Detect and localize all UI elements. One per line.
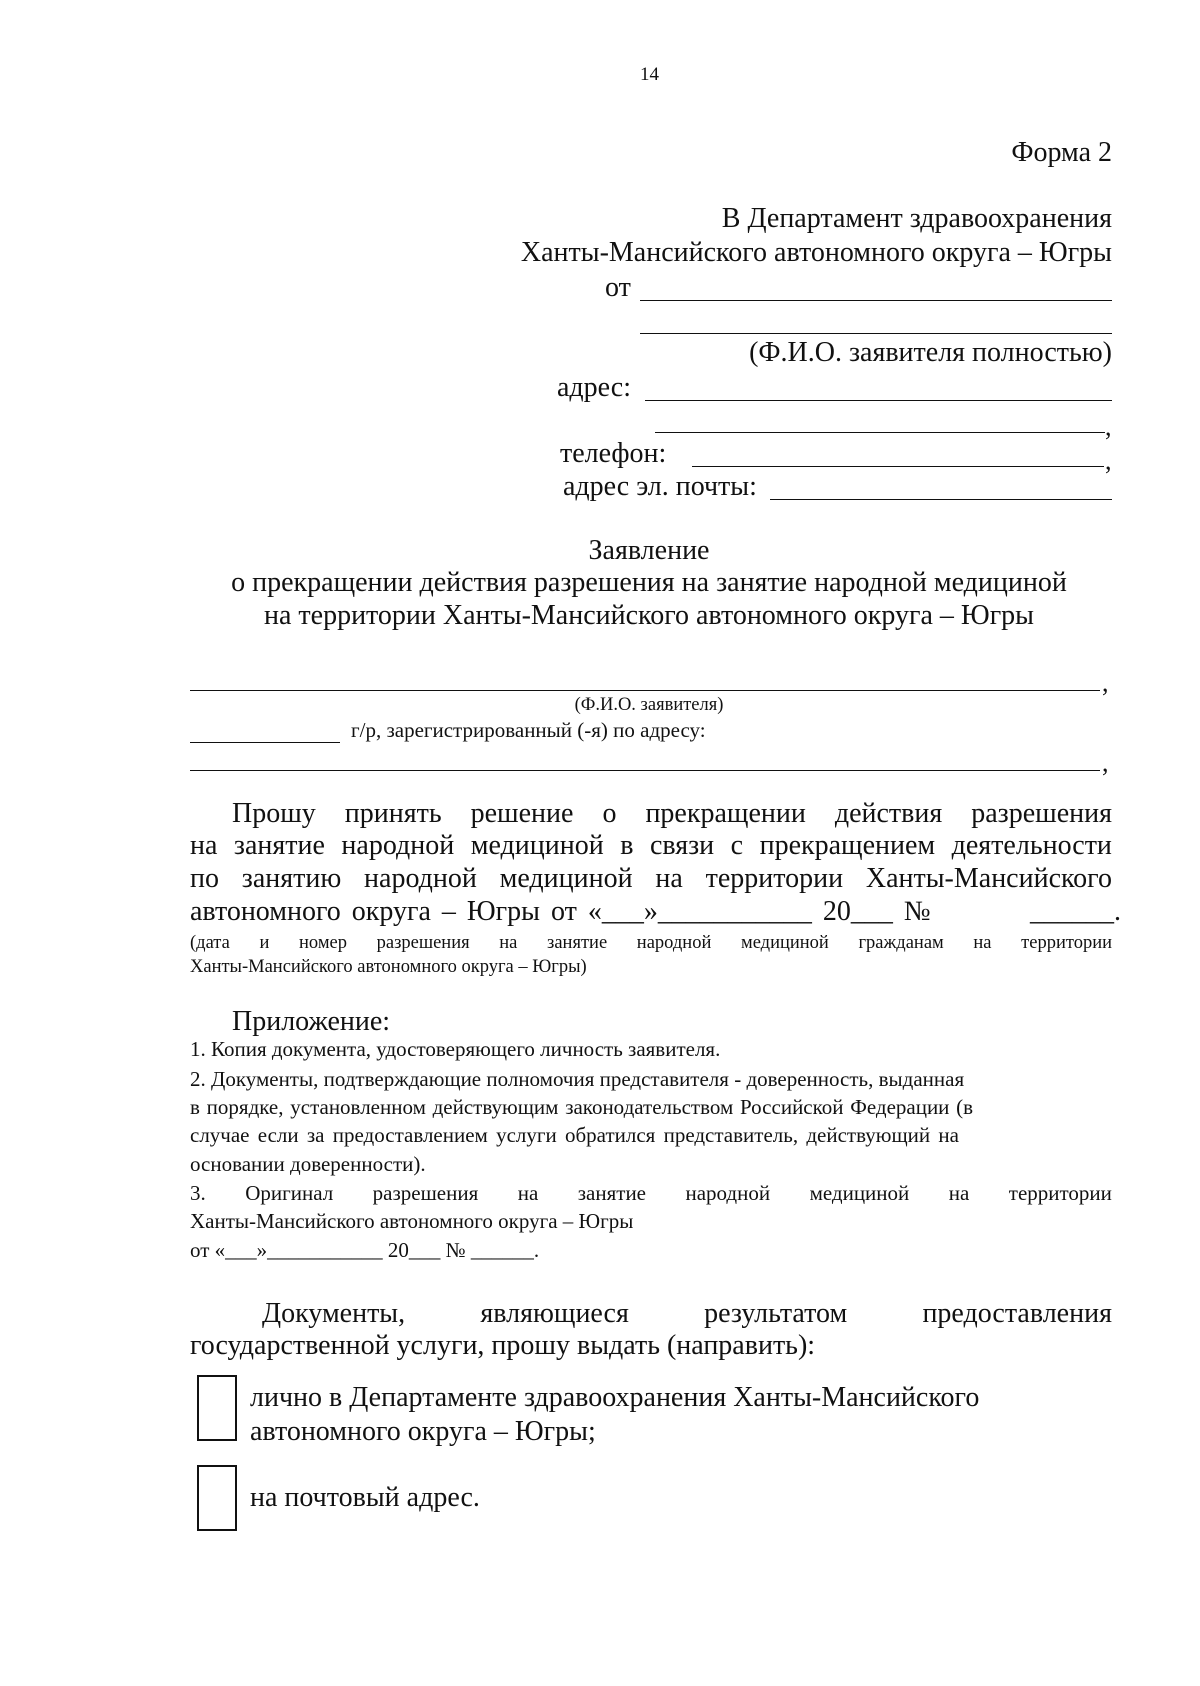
request-line-4-end: ______. bbox=[1030, 896, 1121, 927]
request-note-line-2: Ханты-Мансийского автономного округа – Югры) bbox=[190, 957, 587, 977]
attachment-item-2-line-4: основании доверенности). bbox=[190, 1152, 426, 1176]
email-fill-line[interactable] bbox=[770, 499, 1112, 500]
fio-caption: (Ф.И.О. заявителя полностью) bbox=[749, 337, 1112, 368]
word: территории bbox=[1021, 933, 1112, 953]
delivery-line-1 bbox=[262, 1298, 1112, 1330]
word: на bbox=[948, 1181, 970, 1205]
word: 3. bbox=[190, 1181, 206, 1205]
address-label: адрес: bbox=[557, 372, 632, 403]
word: деятельности bbox=[951, 830, 1112, 861]
word: на bbox=[655, 863, 683, 894]
attachment-item-3-line-3: от «___»___________ 20___ № ______. bbox=[190, 1238, 540, 1262]
applicant-fio-caption: (Ф.И.О. заявителя) bbox=[574, 695, 724, 715]
word: Оригинал bbox=[245, 1181, 334, 1205]
request-line-1 bbox=[232, 798, 1112, 830]
word: на bbox=[499, 933, 518, 953]
attachment-item-3-line-2: Ханты-Мансийского автономного округа – Югры bbox=[190, 1209, 634, 1233]
word: (дата bbox=[190, 933, 230, 953]
request-note-line-1 bbox=[190, 932, 1112, 954]
word: разрешения bbox=[372, 1181, 479, 1205]
word: народной bbox=[636, 933, 712, 953]
word: и bbox=[259, 933, 270, 953]
word: на bbox=[973, 933, 992, 953]
addressee-line-2: Ханты-Мансийского автономного округа – Югры bbox=[520, 237, 1112, 268]
word: занятие bbox=[547, 933, 608, 953]
form-label: Форма 2 bbox=[1011, 137, 1112, 168]
word: прекращении bbox=[645, 798, 806, 829]
word: Прошу bbox=[232, 798, 316, 829]
word: Документы, bbox=[262, 1298, 406, 1329]
word: связи bbox=[649, 830, 715, 861]
page-number: 14 bbox=[640, 64, 659, 85]
word: народной bbox=[685, 1181, 771, 1205]
request-line-2 bbox=[190, 830, 1112, 862]
delivery-line-2: государственной услуги, прошу выдать (направить): bbox=[190, 1330, 816, 1361]
word: прекращением bbox=[759, 830, 936, 861]
request-line-3 bbox=[190, 863, 1112, 895]
document-title: Заявление bbox=[588, 535, 710, 566]
delivery-option-in-person-line-1: лично в Департаменте здравоохранения Ханты-Мансийского bbox=[250, 1382, 980, 1413]
addressee-line-1: В Департамент здравоохранения bbox=[721, 203, 1112, 234]
word: на bbox=[517, 1181, 539, 1205]
attachment-item-1: 1. Копия документа, удостоверяющего личность заявителя. bbox=[190, 1037, 721, 1061]
word: территории bbox=[1008, 1181, 1112, 1205]
word: медициной bbox=[470, 830, 604, 861]
address-comma: , bbox=[1105, 412, 1112, 441]
word: занятию bbox=[241, 863, 342, 894]
word: народной bbox=[364, 863, 477, 894]
from-fill-line[interactable] bbox=[640, 300, 1112, 301]
citizen-text: г/р, зарегистрированный (-я) по адресу: bbox=[351, 718, 706, 742]
word: результатом bbox=[704, 1298, 848, 1329]
word: народной bbox=[341, 830, 455, 861]
attachment-item-2-line-3: случае если за предоставлением услуги обратился представитель, действующий на bbox=[190, 1123, 959, 1147]
address-fill-line-2[interactable] bbox=[655, 432, 1105, 433]
registration-address-line[interactable] bbox=[190, 770, 1100, 771]
word: принять bbox=[344, 798, 442, 829]
word: по bbox=[190, 863, 219, 894]
word: Ханты-Мансийского bbox=[865, 863, 1112, 894]
word: решение bbox=[470, 798, 574, 829]
word: являющиеся bbox=[480, 1298, 629, 1329]
delivery-option-mail-checkbox[interactable] bbox=[197, 1465, 237, 1531]
word: медициной bbox=[499, 863, 633, 894]
attachment-item-2-line-2: в порядке, установленном действующим законодательством Российской Федерации (в bbox=[190, 1095, 974, 1119]
word: предоставления bbox=[922, 1298, 1112, 1329]
word: занятие bbox=[577, 1181, 646, 1205]
word: о bbox=[602, 798, 617, 829]
word: территории bbox=[705, 863, 844, 894]
from-fill-line-2[interactable] bbox=[640, 333, 1112, 334]
word: занятие bbox=[233, 830, 325, 861]
title-line-2: о прекращении действия разрешения на занятие народной медициной bbox=[231, 567, 1067, 598]
word: медициной bbox=[809, 1181, 910, 1205]
word: разрешения bbox=[376, 933, 470, 953]
word: гражданам bbox=[858, 933, 944, 953]
from-label: от bbox=[605, 272, 631, 303]
phone-comma: , bbox=[1105, 446, 1112, 475]
word: медициной bbox=[740, 933, 829, 953]
word: номер bbox=[299, 933, 347, 953]
attachments-heading: Приложение: bbox=[232, 1006, 391, 1037]
word: разрешения bbox=[971, 798, 1112, 829]
applicant-comma: , bbox=[1102, 668, 1109, 697]
delivery-option-in-person-checkbox[interactable] bbox=[197, 1375, 237, 1441]
word: на bbox=[190, 830, 218, 861]
birth-year-line[interactable] bbox=[190, 742, 340, 743]
applicant-fio-line[interactable] bbox=[190, 690, 1100, 691]
phone-fill-line[interactable] bbox=[692, 466, 1104, 467]
attachment-item-3-line-1 bbox=[190, 1181, 1112, 1206]
title-line-3: на территории Ханты-Мансийского автономного округа – Югры bbox=[264, 600, 1034, 631]
registration-comma: , bbox=[1102, 748, 1109, 777]
address-fill-line[interactable] bbox=[645, 400, 1112, 401]
word: действия bbox=[834, 798, 943, 829]
word: в bbox=[620, 830, 634, 861]
delivery-option-in-person-line-2: автономного округа – Югры; bbox=[250, 1416, 596, 1447]
phone-label: телефон: bbox=[560, 438, 667, 469]
request-line-4: автономного округа – Югры от «___»___________ 20___ № bbox=[190, 896, 931, 927]
word: с bbox=[730, 830, 744, 861]
attachment-item-2-line-1: 2. Документы, подтверждающие полномочия представителя - доверенность, выданная bbox=[190, 1067, 965, 1091]
delivery-option-mail-label: на почтовый адрес. bbox=[250, 1482, 480, 1513]
email-label: адрес эл. почты: bbox=[563, 471, 757, 502]
